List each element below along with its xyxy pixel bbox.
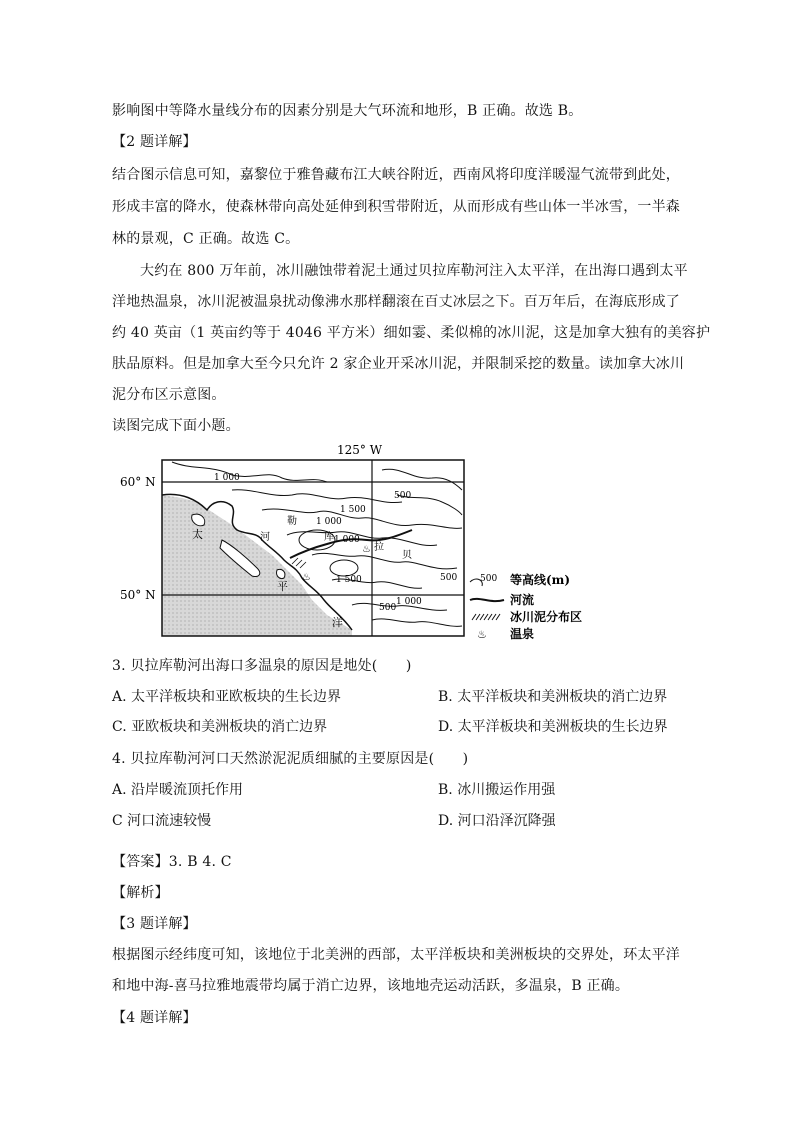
legend-mud: 冰川泥分布区 xyxy=(510,610,583,624)
question-3: 3. 贝拉库勒河出海口多温泉的原因是地处( ) xyxy=(112,658,412,674)
text-line: 林的景观，C 正确。故选 C。 xyxy=(112,231,300,247)
text-line: 和地中海-喜马拉雅地震带均属于消亡边界，该地地壳运动活跃，多温泉，B 正确。 xyxy=(112,978,630,994)
option-4d: D. 河口沿泽沉降强 xyxy=(438,813,556,829)
text-line: 形成丰富的降水，使森林带向高处延伸到积雪带附近，从而形成有些山体一半冰雪，一半森 xyxy=(112,199,680,215)
glacier-mud-map xyxy=(112,440,634,640)
text-line: 根据图示经纬度可知，该地位于北美洲的西部，太平洋板块和美洲板块的交界处，环太平洋 xyxy=(112,947,680,963)
option-4a: A. 沿岸暖流顶托作用 xyxy=(112,782,244,798)
text-line: 结合图示信息可知，嘉黎位于雅鲁藏布江大峡谷附近，西南风将印度洋暖湿气流带到此处， xyxy=(112,167,680,183)
section-heading: 【3 题详解】 xyxy=(112,916,197,932)
lat-label-bottom: 50° N xyxy=(120,588,156,602)
island xyxy=(277,569,285,578)
contour-label: 1 000 xyxy=(334,535,360,545)
hot-spring-icon: ♨ xyxy=(362,544,371,555)
legend-contour: 等高线(m) xyxy=(510,573,571,587)
text-line: 大约在 800 万年前，冰川融蚀带着泥土通过贝拉库勒河注入太平洋，在出海口遇到太平 xyxy=(140,263,688,279)
legend-contour-value: 500 xyxy=(480,574,498,584)
place-label: 平 xyxy=(277,580,288,593)
option-3a: A. 太平洋板块和亚欧板块的生长边界 xyxy=(112,689,342,705)
text-line: 读图完成下面小题。 xyxy=(112,418,240,434)
contour-label: 500 xyxy=(394,491,412,501)
answer-line: 【答案】3. B 4. C xyxy=(112,854,232,870)
option-3b: B. 太平洋板块和美洲板块的消亡边界 xyxy=(438,689,668,705)
text-line: 影响图中等降水量线分布的因素分别是大气环流和地形，B 正确。故选 B。 xyxy=(112,103,583,119)
text-line: 约 40 英亩（1 英亩约等于 4046 平方米）细如霎、柔似棉的冰川泥，这是加拿大独有的美容护 xyxy=(112,325,711,341)
option-4b: B. 冰川搬运作用强 xyxy=(438,782,556,798)
contour-label: 1 000 xyxy=(214,473,240,483)
contour-label: 1 500 xyxy=(340,505,366,515)
place-label: 河 xyxy=(260,532,270,543)
text-line: 洋地热温泉，冰川泥被温泉扰动像沸水那样翻滚在百丈冰层之下。百万年后，在海底形成了 xyxy=(112,294,680,310)
contour-label: 1 000 xyxy=(396,597,422,607)
text-line: 肤品原料。但是加拿大至今只允许 2 家企业开采冰川泥，并限制采挖的数量。读加拿大冰川 xyxy=(112,356,685,372)
contour-label: 1 000 xyxy=(316,517,342,527)
legend-river: 河流 xyxy=(510,593,535,607)
legend-spring-icon: ♨ xyxy=(477,628,487,640)
section-heading: 【4 题详解】 xyxy=(112,1010,197,1026)
question-4: 4. 贝拉库勒河河口天然淤泥泥质细腻的主要原因是( ) xyxy=(112,751,469,767)
legend-spring: 温泉 xyxy=(510,627,535,640)
place-label: 洋 xyxy=(332,616,343,629)
lat-label-top: 60° N xyxy=(120,475,156,489)
option-3d: D. 太平洋板块和美洲板块的生长边界 xyxy=(438,719,668,735)
place-label: 库 xyxy=(324,532,334,543)
option-3c: C. 亚欧板块和美洲板块的消亡边界 xyxy=(112,719,328,735)
section-heading: 【2 题详解】 xyxy=(112,134,197,150)
lon-label: 125° W xyxy=(337,443,383,457)
glacier-mud-zone xyxy=(292,558,306,568)
hot-spring-icon: ♨ xyxy=(302,572,311,583)
analysis-heading: 【解析】 xyxy=(112,885,169,901)
place-label: 贝 xyxy=(402,550,412,561)
option-4c: C 河口流速较慢 xyxy=(112,813,212,829)
contour-label: 500 xyxy=(440,573,458,583)
place-label: 拉 xyxy=(374,542,384,553)
contour-label: 500 xyxy=(379,603,397,613)
map-legend xyxy=(470,572,582,640)
place-label: 太 xyxy=(192,528,203,541)
text-line: 泥分布区示意图。 xyxy=(112,387,226,403)
contour-label: 1 500 xyxy=(336,575,362,585)
place-label: 勒 xyxy=(287,516,297,527)
